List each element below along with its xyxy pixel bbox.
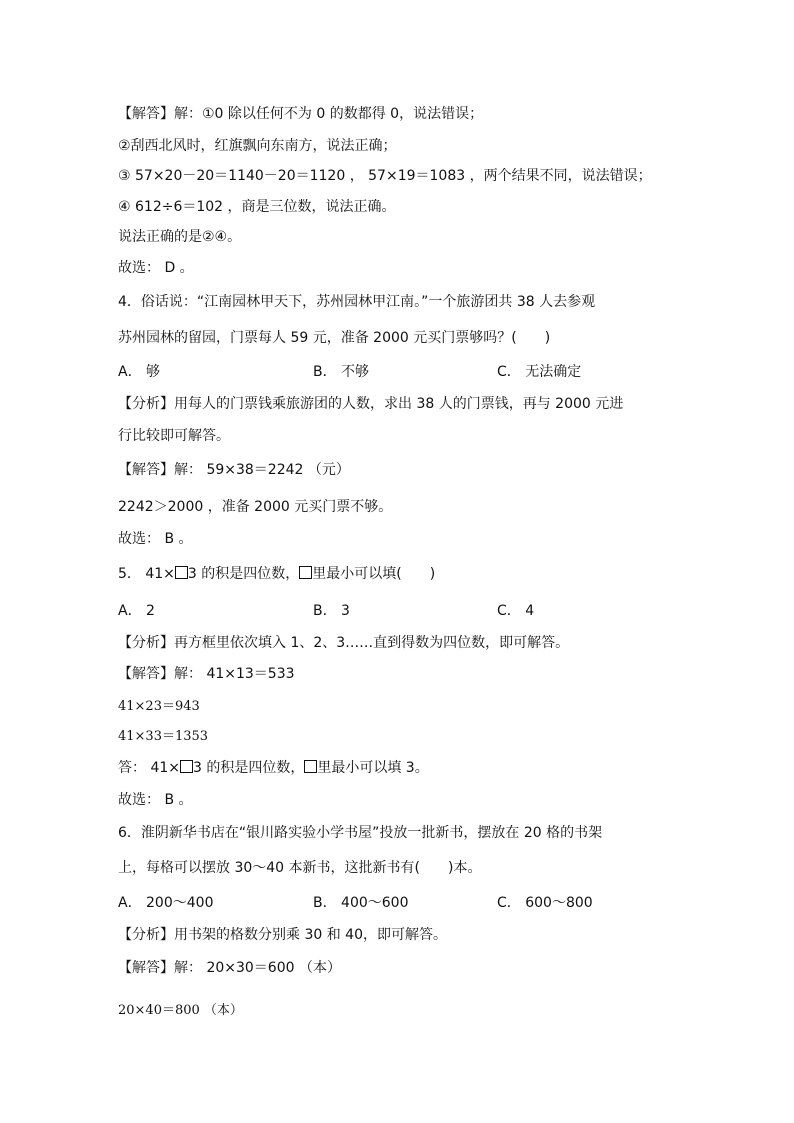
q4-analysis-line-1: 【分析】用每人的门票钱乘旅游团的人数，求出 38 人的门票钱，再与 2000 元进 bbox=[118, 396, 624, 412]
q4-choice: 故选： B 。 bbox=[118, 531, 193, 547]
q5-calc-2: 41×23＝943 bbox=[118, 699, 200, 714]
q5-conclusion-mid: 3 的积是四位数， bbox=[193, 760, 305, 776]
empty-box-icon bbox=[175, 566, 188, 579]
q5-choice: 故选： B 。 bbox=[118, 792, 193, 808]
q5-stem-pre: 5． 41× bbox=[118, 566, 175, 582]
q5-conclusion-pre: 答： 41× bbox=[118, 760, 180, 776]
q5-stem-post-2: 里最小可以填( ) bbox=[312, 566, 436, 582]
q3-answer-line-4: ④ 612÷6＝102 ，商是三位数，说法正确。 bbox=[118, 199, 396, 215]
q5-stem bbox=[118, 564, 435, 584]
q6-analysis: 【分析】用书架的格数分别乘 30 和 40，即可解答。 bbox=[118, 927, 447, 943]
q4-comparison-line: 2242＞2000 ，准备 2000 元买门票不够。 bbox=[118, 499, 393, 515]
q5-conclusion bbox=[118, 758, 429, 778]
q3-answer-line-2: ②刮西北风时，红旗飘向东南方，说法正确； bbox=[118, 138, 397, 154]
q5-analysis: 【分析】再方框里依次填入 1、2、3……直到得数为四位数，即可解答。 bbox=[118, 635, 570, 651]
q5-option-c: C． 4 bbox=[497, 603, 535, 619]
q4-option-c: C． 无法确定 bbox=[497, 364, 582, 380]
empty-box-icon bbox=[304, 760, 317, 773]
q6-option-b: B． 400～600 bbox=[313, 895, 409, 911]
q6-stem-line-2: 上，每格可以摆放 30～40 本新书，这批新书有( )本。 bbox=[118, 860, 482, 876]
q5-stem-post: 3 的积是四位数， bbox=[187, 566, 300, 582]
q5-answer-line: 【解答】解： 41×13＝533 bbox=[118, 666, 295, 682]
q6-answer-line: 【解答】解： 20×30＝600 （本） bbox=[118, 960, 341, 976]
q4-answer-line: 【解答】解： 59×38＝2242 （元） bbox=[118, 462, 350, 478]
q4-option-b: B． 不够 bbox=[313, 364, 370, 380]
q3-choice: 故选： D 。 bbox=[118, 260, 194, 276]
q3-answer-line-3: ③ 57×20－20＝1140－20＝1120 ， 57×19＝1083 ，两个结果不同，说法错误； bbox=[118, 168, 652, 184]
q3-answer-line-5: 说法正确的是②④。 bbox=[118, 229, 242, 245]
q4-analysis-line-2: 行比较即可解答。 bbox=[118, 428, 230, 444]
q4-stem-line-2: 苏州园林的留园，门票每人 59 元，准备 2000 元买门票够吗？( ) bbox=[118, 330, 551, 346]
q5-calc-3: 41×33＝1353 bbox=[118, 729, 209, 744]
q5-option-b: B． 3 bbox=[313, 603, 350, 619]
empty-box-icon bbox=[180, 760, 193, 773]
q6-stem-line-1: 6．淮阴新华书店在“银川路实验小学书屋”投放一批新书，摆放在 20 格的书架 bbox=[118, 825, 603, 841]
q6-calc-2: 20×40＝800 （本） bbox=[118, 1003, 243, 1018]
q6-option-a: A． 200～400 bbox=[118, 895, 214, 911]
q4-option-a: A． 够 bbox=[118, 364, 161, 380]
q6-option-c: C． 600～800 bbox=[497, 895, 593, 911]
q5-conclusion-post: 里最小可以填 3。 bbox=[317, 760, 429, 776]
q4-stem-line-1: 4．俗话说：“江南园林甲天下，苏州园林甲江南。”一个旅游团共 38 人去参观 bbox=[118, 294, 596, 310]
q3-answer-line-1: 【解答】解：①0 除以任何不为 0 的数都得 0，说法错误； bbox=[118, 106, 484, 122]
q5-option-a: A． 2 bbox=[118, 603, 155, 619]
empty-box-icon bbox=[299, 566, 312, 579]
